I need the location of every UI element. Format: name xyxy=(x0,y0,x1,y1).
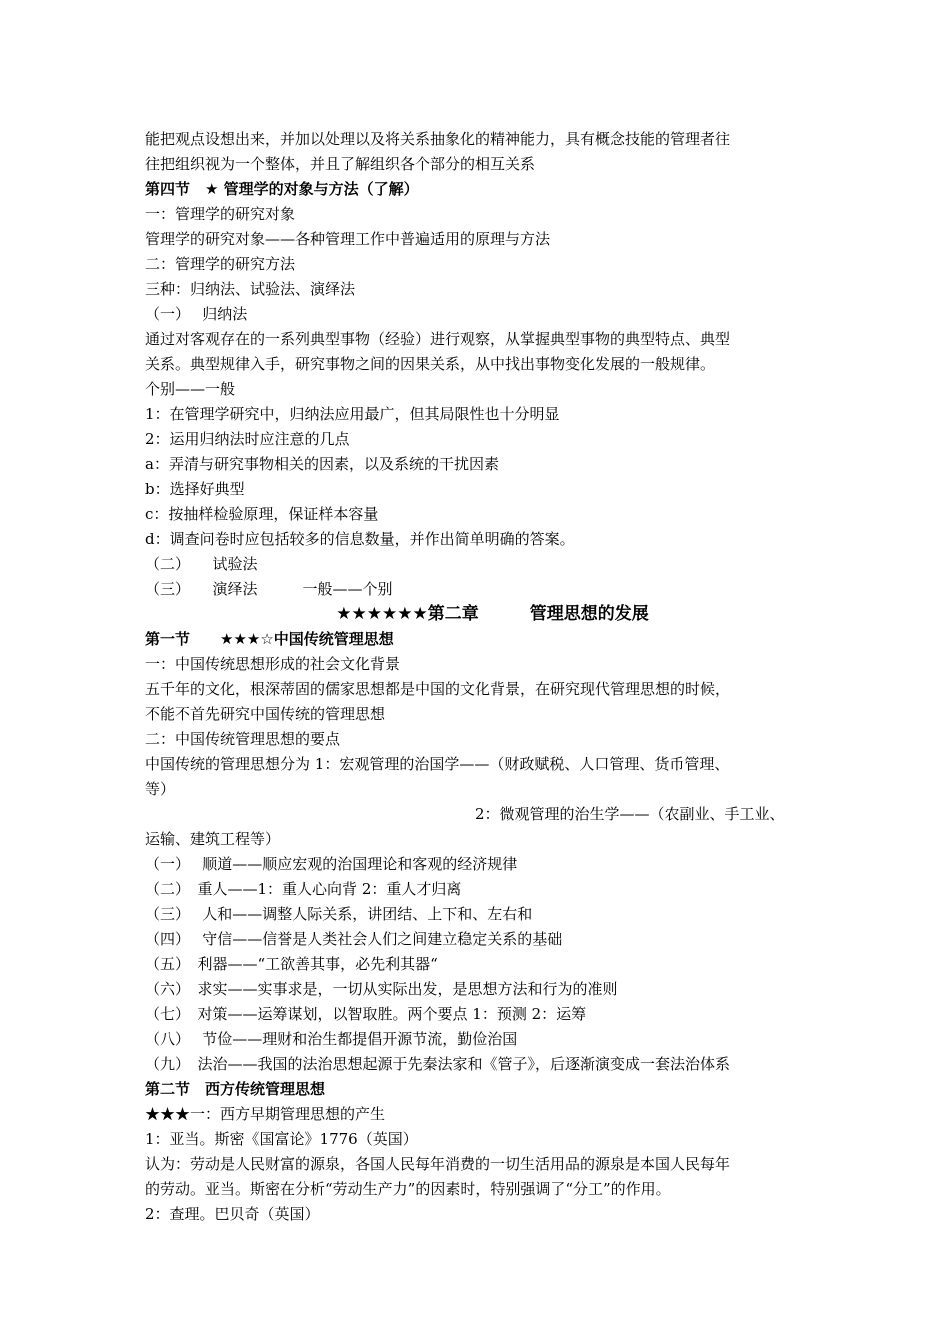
text-line: 二：管理学的研究方法 xyxy=(145,255,296,273)
chapter-title: ★★★★★★第二章 管理思想的发展 xyxy=(336,604,649,624)
text-line: 2：微观管理的治生学——（农副业、手工业、 xyxy=(475,805,785,823)
text-line: （五） 利器——“工欲善其事，必先利其器“ xyxy=(145,955,438,973)
text-line: b：选择好典型 xyxy=(145,480,245,498)
text-line: 中国传统的管理思想分为 1：宏观管理的治国学——（财政赋税、人口管理、货币管理、 xyxy=(145,755,730,773)
text-line: 能把观点设想出来，并加以处理以及将关系抽象化的精神能力，具有概念技能的管理者往 xyxy=(145,130,731,148)
text-line: 一：中国传统思想形成的社会文化背景 xyxy=(145,655,401,673)
text-line: 个别——一般 xyxy=(145,380,236,398)
text-line: 管理学的研究对象——各种管理工作中普遍适用的原理与方法 xyxy=(145,230,551,248)
text-line: （二） 试验法 xyxy=(145,555,258,573)
text-line: 一：管理学的研究对象 xyxy=(145,205,296,223)
text-line: 运输、建筑工程等） xyxy=(145,830,281,848)
text-line: ★★★一：西方早期管理思想的产生 xyxy=(145,1105,386,1123)
text-line: （九） 法治——我国的法治思想起源于先秦法家和《管子》，后逐渐演变成一套法治体系 xyxy=(145,1055,731,1073)
text-line: （四） 守信——信誉是人类社会人们之间建立稳定关系的基础 xyxy=(145,930,563,948)
text-line: d：调查问卷时应包括较多的信息数量，并作出简单明确的答案。 xyxy=(145,530,575,548)
section-heading: 第四节 ★ 管理学的对象与方法（了解） xyxy=(145,180,419,198)
document-body xyxy=(145,127,815,1227)
text-line: 2：查理。巴贝奇（英国） xyxy=(145,1205,320,1223)
text-line: （八） 节俭——理财和治生都提倡开源节流，勤俭治国 xyxy=(145,1030,518,1048)
section-heading: 第二节 西方传统管理思想 xyxy=(145,1080,326,1098)
text-line: 通过对客观存在的一系列典型事物（经验）进行观察，从掌握典型事物的典型特点、典型 xyxy=(145,330,731,348)
text-line: 五千年的文化，根深蒂固的儒家思想都是中国的文化背景，在研究现代管理思想的时候， xyxy=(145,680,731,698)
text-line: （一） 顺道——顺应宏观的治国理论和客观的经济规律 xyxy=(145,855,518,873)
text-line: 2：运用归纳法时应注意的几点 xyxy=(145,430,350,448)
text-line: 往把组织视为一个整体，并且了解组织各个部分的相互关系 xyxy=(145,155,536,173)
text-line: 1：在管理学研究中，归纳法应用最广，但其局限性也十分明显 xyxy=(145,405,560,423)
text-line: 关系。典型规律入手，研究事物之间的因果关系，从中找出事物变化发展的一般规律。 xyxy=(145,355,716,373)
section-heading: 第一节 ★★★☆中国传统管理思想 xyxy=(145,630,394,648)
text-line: （七） 对策——运筹谋划，以智取胜。两个要点 1：预测 2：运筹 xyxy=(145,1005,587,1023)
text-line: 认为：劳动是人民财富的源泉，各国人民每年消费的一切生活用品的源泉是本国人民每年 xyxy=(145,1155,731,1173)
text-line: 1：亚当。斯密《国富论》1776（英国） xyxy=(145,1130,418,1148)
text-line: a：弄清与研究事物相关的因素，以及系统的干扰因素 xyxy=(145,455,499,473)
text-line: c：按抽样检验原理，保证样本容量 xyxy=(145,505,379,523)
text-line: 三种：归纳法、试验法、演绎法 xyxy=(145,280,356,298)
text-line: （三） 演绎法 一般——个别 xyxy=(145,580,393,598)
text-line: （三） 人和——调整人际关系，讲团结、上下和、左右和 xyxy=(145,905,533,923)
text-line: （二） 重人——1：重人心向背 2：重人才归离 xyxy=(145,880,462,898)
text-line: （一） 归纳法 xyxy=(145,305,248,323)
text-line: 二：中国传统管理思想的要点 xyxy=(145,730,341,748)
text-line: 等） xyxy=(145,780,176,798)
text-line: （六） 求实——实事求是，一切从实际出发，是思想方法和行为的准则 xyxy=(145,980,618,998)
text-line: 的劳动。亚当。斯密在分析“劳动生产力”的因素时，特别强调了“分工”的作用。 xyxy=(145,1180,671,1198)
text-line: 不能不首先研究中国传统的管理思想 xyxy=(145,705,386,723)
